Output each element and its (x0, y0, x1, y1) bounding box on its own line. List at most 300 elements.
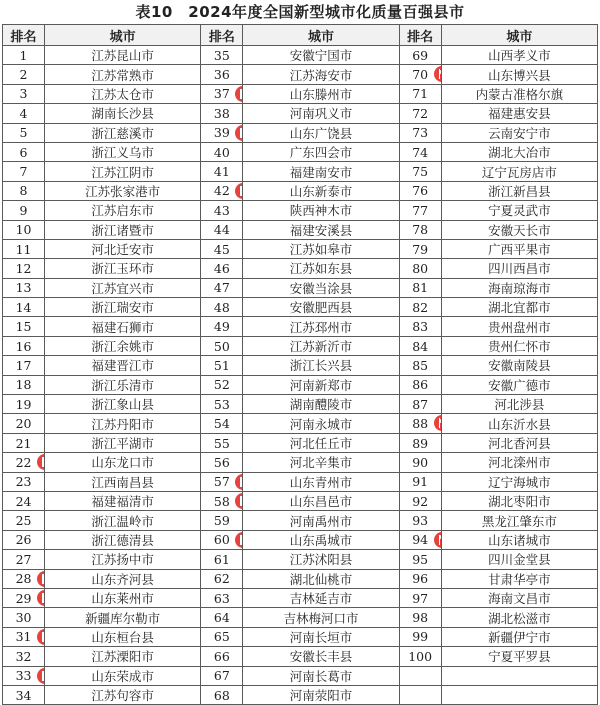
rank-cell (3, 453, 45, 472)
rank-value: 60 (213, 532, 230, 548)
city-cell: 甘肃华亭市 (441, 569, 597, 588)
city-cell: 福建南安市 (243, 162, 399, 181)
table-row (3, 278, 598, 297)
city-cell: 江苏常熟市 (45, 65, 201, 84)
city-cell: 湖南长沙县 (45, 104, 201, 123)
rank-cell (201, 278, 243, 297)
rank-value: 80 (412, 260, 429, 276)
rank-cell (399, 162, 441, 181)
rank-cell (201, 162, 243, 181)
rank-cell (201, 647, 243, 666)
location-flag-icon (37, 629, 45, 645)
rank-value: 20 (15, 416, 32, 432)
city-cell: 江苏句容市 (45, 685, 201, 704)
table-row (3, 375, 598, 394)
rank-cell (201, 395, 243, 414)
city-cell: 安徽宁国市 (243, 46, 399, 65)
city-cell: 河南巩义市 (243, 104, 399, 123)
rank-cell (399, 530, 441, 549)
location-flag-icon (235, 86, 243, 102)
rank-cell (201, 336, 243, 355)
city-cell: 新疆库尔勒市 (45, 608, 201, 627)
city-cell: 江苏沭阳县 (243, 550, 399, 569)
city-cell: 福建惠安县 (441, 104, 597, 123)
rank-value: 90 (412, 454, 429, 470)
city-cell: 安徽肥西县 (243, 298, 399, 317)
table-row (3, 239, 598, 258)
rank-cell (3, 239, 45, 258)
table-row (3, 685, 598, 704)
city-cell: 内蒙古准格尔旗 (441, 84, 597, 103)
rank-value: 48 (213, 299, 230, 315)
rank-value: 4 (19, 105, 28, 121)
city-cell: 福建安溪县 (243, 220, 399, 239)
rank-value: 34 (15, 687, 32, 703)
city-cell: 浙江余姚市 (45, 336, 201, 355)
rank-value: 26 (15, 532, 32, 548)
city-cell: 浙江瑞安市 (45, 298, 201, 317)
table-row (3, 123, 598, 142)
city-cell: 宁夏灵武市 (441, 201, 597, 220)
rank-cell (3, 84, 45, 103)
location-flag-icon (434, 66, 442, 82)
rank-value: 85 (412, 357, 429, 373)
rank-cell (201, 685, 243, 704)
city-cell: 江苏启东市 (45, 201, 201, 220)
table-row (3, 550, 598, 569)
rank-cell (399, 511, 441, 530)
rank-value: 59 (213, 513, 230, 529)
location-flag-icon (235, 183, 243, 199)
rank-value: 29 (15, 590, 32, 606)
rank-value: 28 (15, 571, 32, 587)
rank-cell (201, 588, 243, 607)
city-cell: 江苏宜兴市 (45, 278, 201, 297)
table-row (3, 433, 598, 452)
rank-cell (399, 65, 441, 84)
city-cell: 浙江乐清市 (45, 375, 201, 394)
rank-value: 79 (412, 241, 429, 257)
rank-value: 9 (19, 202, 28, 218)
rank-cell (3, 123, 45, 142)
table-row (3, 46, 598, 65)
rank-cell (201, 453, 243, 472)
table-row (3, 259, 598, 278)
rank-value: 41 (213, 164, 230, 180)
city-cell: 吉林梅河口市 (243, 608, 399, 627)
rank-cell (3, 162, 45, 181)
rank-value: 38 (213, 105, 230, 121)
rank-value: 10 (15, 222, 32, 238)
rank-cell (399, 453, 441, 472)
location-flag-icon (235, 493, 243, 509)
city-cell: 四川金堂县 (441, 550, 597, 569)
rank-cell (3, 433, 45, 452)
city-cell: 湖南醴陵市 (243, 395, 399, 414)
city-cell: 河南禹州市 (243, 511, 399, 530)
rank-cell (3, 142, 45, 161)
table-row (3, 142, 598, 161)
city-cell: 河北香河县 (441, 433, 597, 452)
city-cell: 山东桓台县 (45, 627, 201, 646)
table-row (3, 608, 598, 627)
location-flag-icon (37, 454, 45, 470)
city-cell: 湖北宜都市 (441, 298, 597, 317)
rank-cell (399, 608, 441, 627)
city-cell: 江苏新沂市 (243, 336, 399, 355)
table-body (3, 46, 598, 705)
rank-cell (399, 472, 441, 491)
city-cell: 吉林延吉市 (243, 588, 399, 607)
table-row (3, 356, 598, 375)
rank-value: 78 (412, 222, 429, 238)
rank-cell (3, 375, 45, 394)
city-cell (441, 666, 597, 685)
rank-cell (3, 472, 45, 491)
rank-cell (201, 375, 243, 394)
location-flag-icon (37, 590, 45, 606)
rank-value: 6 (19, 144, 28, 160)
rank-value: 40 (213, 144, 230, 160)
rank-cell (399, 220, 441, 239)
rank-value: 65 (213, 629, 230, 645)
city-cell: 山东沂水县 (441, 414, 597, 433)
location-flag-icon (434, 532, 442, 548)
rank-cell (3, 220, 45, 239)
rank-value: 13 (15, 280, 32, 296)
rank-value: 33 (15, 668, 32, 684)
rank-value: 87 (412, 396, 429, 412)
rank-cell (399, 685, 441, 704)
city-cell: 江苏海安市 (243, 65, 399, 84)
table-row (3, 84, 598, 103)
city-cell: 安徽长丰县 (243, 647, 399, 666)
city-cell: 湖北仙桃市 (243, 569, 399, 588)
rank-cell (201, 530, 243, 549)
city-cell: 新疆伊宁市 (441, 627, 597, 646)
rank-cell (399, 414, 441, 433)
city-cell: 山东龙口市 (45, 453, 201, 472)
rank-cell (201, 239, 243, 258)
rank-value: 51 (213, 357, 230, 373)
rank-value: 19 (15, 396, 32, 412)
rank-cell (3, 627, 45, 646)
table-row (3, 201, 598, 220)
city-cell: 浙江诸暨市 (45, 220, 201, 239)
city-cell: 河北迁安市 (45, 239, 201, 258)
rank-value: 76 (412, 183, 429, 199)
city-cell: 云南安宁市 (441, 123, 597, 142)
rank-value: 21 (15, 435, 32, 451)
rank-cell (399, 104, 441, 123)
rank-cell (201, 201, 243, 220)
city-cell: 江苏江阴市 (45, 162, 201, 181)
rank-cell (3, 104, 45, 123)
table-row (3, 666, 598, 685)
rank-value: 82 (412, 299, 429, 315)
city-cell: 浙江新昌县 (441, 181, 597, 200)
city-cell: 浙江玉环市 (45, 259, 201, 278)
rank-value: 42 (213, 183, 230, 199)
rank-value: 36 (213, 67, 230, 83)
rank-value: 100 (408, 648, 433, 664)
city-cell: 福建石狮市 (45, 317, 201, 336)
rank-cell (399, 239, 441, 258)
table-row (3, 65, 598, 84)
rank-cell (399, 336, 441, 355)
city-cell: 河北任丘市 (243, 433, 399, 452)
rank-cell (399, 298, 441, 317)
rank-cell (3, 259, 45, 278)
rank-value: 27 (15, 551, 32, 567)
rank-cell (3, 46, 45, 65)
rank-cell (201, 356, 243, 375)
city-cell: 河南长葛市 (243, 666, 399, 685)
city-cell: 山东荣成市 (45, 666, 201, 685)
rank-cell (399, 491, 441, 510)
city-cell: 河南永城市 (243, 414, 399, 433)
rank-value: 96 (412, 571, 429, 587)
city-cell: 江苏溧阳市 (45, 647, 201, 666)
city-cell: 山东博兴县 (441, 65, 597, 84)
rank-value: 57 (213, 474, 230, 490)
rank-value: 63 (213, 590, 230, 606)
rank-value: 86 (412, 377, 429, 393)
rank-cell (399, 278, 441, 297)
rank-value: 8 (19, 183, 28, 199)
city-cell: 浙江慈溪市 (45, 123, 201, 142)
city-cell: 四川西昌市 (441, 259, 597, 278)
rank-value: 89 (412, 435, 429, 451)
rank-value: 99 (412, 629, 429, 645)
rank-cell (3, 414, 45, 433)
city-cell: 福建福清市 (45, 491, 201, 510)
city-header: 城市 (441, 25, 597, 46)
city-cell: 安徽南陵县 (441, 356, 597, 375)
rank-cell (399, 627, 441, 646)
rank-cell (399, 395, 441, 414)
rank-value: 22 (15, 454, 32, 470)
rank-value: 49 (213, 319, 230, 335)
city-cell: 浙江长兴县 (243, 356, 399, 375)
rank-cell (201, 46, 243, 65)
city-cell: 山东莱州市 (45, 588, 201, 607)
rank-value: 54 (213, 416, 230, 432)
rank-value: 77 (412, 202, 429, 218)
rank-value: 70 (412, 67, 429, 83)
rank-cell (3, 569, 45, 588)
rank-cell (201, 511, 243, 530)
rank-cell (399, 84, 441, 103)
city-header: 城市 (243, 25, 399, 46)
rank-cell (201, 181, 243, 200)
city-cell: 浙江象山县 (45, 395, 201, 414)
rank-value: 12 (15, 260, 32, 276)
city-cell: 河北涉县 (441, 395, 597, 414)
city-cell: 江苏张家港市 (45, 181, 201, 200)
city-cell: 海南琼海市 (441, 278, 597, 297)
rank-cell (3, 491, 45, 510)
location-flag-icon (37, 668, 45, 684)
table-row (3, 317, 598, 336)
city-cell: 河南长垣市 (243, 627, 399, 646)
rank-value: 47 (213, 280, 230, 296)
table-row (3, 220, 598, 239)
rank-cell (399, 569, 441, 588)
rank-value: 71 (412, 86, 429, 102)
rank-cell (201, 84, 243, 103)
city-cell: 江苏昆山市 (45, 46, 201, 65)
rank-value: 93 (412, 513, 429, 529)
rank-cell (399, 142, 441, 161)
table-title: 表10 2024年度全国新型城市化质量百强县市 (135, 3, 465, 21)
city-cell: 山东广饶县 (243, 123, 399, 142)
rank-value: 74 (412, 144, 429, 160)
table-row (3, 511, 598, 530)
city-cell: 山东禹城市 (243, 530, 399, 549)
rank-cell (201, 298, 243, 317)
rank-value: 43 (213, 202, 230, 218)
rank-cell (399, 259, 441, 278)
city-cell: 浙江平湖市 (45, 433, 201, 452)
city-cell: 河北滦州市 (441, 453, 597, 472)
city-cell: 安徽广德市 (441, 375, 597, 394)
rank-cell (399, 201, 441, 220)
rank-value: 58 (213, 493, 230, 509)
table-row (3, 472, 598, 491)
city-cell: 辽宁海城市 (441, 472, 597, 491)
table-row (3, 627, 598, 646)
rank-value: 14 (15, 299, 32, 315)
city-cell: 黑龙江肇东市 (441, 511, 597, 530)
rank-header: 排名 (201, 25, 243, 46)
rank-cell (3, 511, 45, 530)
rank-value: 15 (15, 319, 32, 335)
rank-value: 94 (412, 532, 429, 548)
rank-cell (201, 142, 243, 161)
rank-value: 91 (412, 474, 429, 490)
rank-value: 69 (412, 47, 429, 63)
rank-cell (3, 685, 45, 704)
city-cell: 江西南昌县 (45, 472, 201, 491)
table-row (3, 104, 598, 123)
rank-cell (201, 259, 243, 278)
city-cell: 江苏太仓市 (45, 84, 201, 103)
rank-cell (3, 608, 45, 627)
table-row (3, 453, 598, 472)
rank-value: 88 (412, 416, 429, 432)
rank-cell (3, 666, 45, 685)
rank-value: 50 (213, 338, 230, 354)
rank-value: 24 (15, 493, 32, 509)
rank-value: 98 (412, 610, 429, 626)
city-cell: 陕西神木市 (243, 201, 399, 220)
city-cell: 福建晋江市 (45, 356, 201, 375)
table-row (3, 569, 598, 588)
rank-value: 11 (15, 241, 32, 257)
rank-cell (399, 317, 441, 336)
rank-cell (3, 356, 45, 375)
table-row (3, 395, 598, 414)
city-cell: 山东滕州市 (243, 84, 399, 103)
table-row (3, 162, 598, 181)
rank-cell (399, 46, 441, 65)
rank-cell (3, 298, 45, 317)
city-cell: 安徽天长市 (441, 220, 597, 239)
rank-value: 7 (19, 164, 28, 180)
city-cell: 辽宁瓦房店市 (441, 162, 597, 181)
city-cell: 河南荥阳市 (243, 685, 399, 704)
rank-cell (3, 588, 45, 607)
rank-value: 45 (213, 241, 230, 257)
rank-cell (201, 433, 243, 452)
rank-cell (201, 608, 243, 627)
rank-value: 3 (19, 86, 28, 102)
table-row (3, 336, 598, 355)
table-row (3, 530, 598, 549)
city-cell: 贵州仁怀市 (441, 336, 597, 355)
city-cell: 海南文昌市 (441, 588, 597, 607)
rank-cell (399, 375, 441, 394)
city-cell: 宁夏平罗县 (441, 647, 597, 666)
rank-value: 16 (15, 338, 32, 354)
rank-value: 5 (19, 125, 28, 141)
ranking-table (2, 24, 598, 705)
city-cell: 江苏丹阳市 (45, 414, 201, 433)
city-cell: 江苏如皋市 (243, 239, 399, 258)
rank-cell (3, 647, 45, 666)
table-row (3, 298, 598, 317)
rank-value: 92 (412, 493, 429, 509)
rank-value: 17 (15, 357, 32, 373)
table-row (3, 491, 598, 510)
rank-cell (201, 666, 243, 685)
rank-value: 67 (213, 668, 230, 684)
rank-value: 52 (213, 377, 230, 393)
rank-value: 2 (19, 67, 28, 83)
rank-cell (201, 472, 243, 491)
city-cell: 广西平果市 (441, 239, 597, 258)
rank-value: 81 (412, 280, 429, 296)
city-cell: 山东新泰市 (243, 181, 399, 200)
table-row (3, 647, 598, 666)
rank-value: 39 (213, 125, 230, 141)
rank-value: 23 (15, 474, 32, 490)
rank-value: 73 (412, 125, 429, 141)
table-header-row (3, 25, 598, 46)
rank-value: 97 (412, 590, 429, 606)
location-flag-icon (434, 415, 442, 431)
city-cell: 河南新郑市 (243, 375, 399, 394)
city-cell: 湖北枣阳市 (441, 491, 597, 510)
city-cell: 山东昌邑市 (243, 491, 399, 510)
rank-cell (201, 491, 243, 510)
rank-value: 44 (213, 222, 230, 238)
city-cell: 安徽当涂县 (243, 278, 399, 297)
rank-value: 53 (213, 396, 230, 412)
rank-value: 32 (15, 648, 32, 664)
rank-value: 84 (412, 338, 429, 354)
rank-value: 1 (19, 47, 28, 63)
city-cell: 江苏邳州市 (243, 317, 399, 336)
location-flag-icon (235, 474, 243, 490)
city-cell: 山西孝义市 (441, 46, 597, 65)
city-cell: 河北辛集市 (243, 453, 399, 472)
rank-cell (201, 220, 243, 239)
rank-value: 95 (412, 551, 429, 567)
rank-value: 46 (213, 260, 230, 276)
rank-value: 68 (213, 687, 230, 703)
